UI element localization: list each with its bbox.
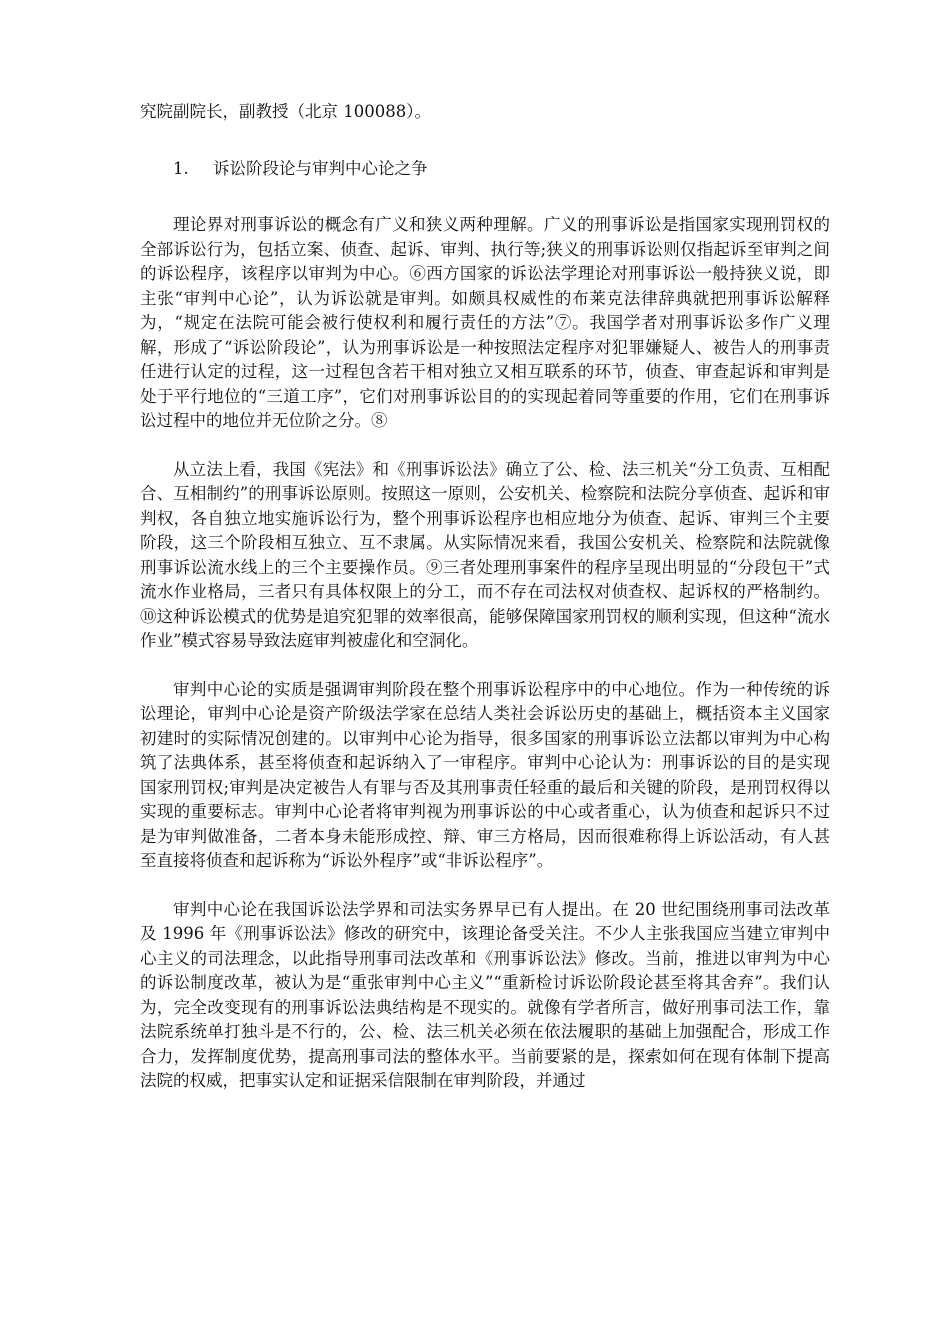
paragraph-4: 审判中心论在我国诉讼法学界和司法实务界早已有人提出。在 20 世纪围绕刑事司法改革及 1996 年《刑事诉讼法》修改的研究中，该理论备受关注。不少人主张我国应当建立审判中心主义的司法理念，以此指导刑事司法改革和《刑事诉讼法》修改。当前，推进以审判为中心的诉讼制度改革，被认为是“重张审判中心主义”“重新检讨诉讼阶段论甚至将其舍弃”。我们认为，完全改变现有的刑事诉讼法典结构是不现实的。就像有学者所言，做好刑事司法工作，靠法院系统单打独斗是不行的，公、检、法三机关必须在依法履职的基础上加强配合，形成工作合力，发挥制度优势，提高刑事司法的整体水平。当前要紧的是，探索如何在现有体制下提高法院的权威，把事实认定和证据采信限制在审判阶段，并通过	[140, 899, 830, 1090]
section-heading	[173, 157, 830, 182]
paragraph-2: 从立法上看，我国《宪法》和《刑事诉讼法》确立了公、检、法三机关“分工负责、互相配合、互相制约”的刑事诉讼原则。按照这一原则，公安机关、检察院和法院分享侦查、起诉和审判权，各自独立地实施诉讼行为，整个刑事诉讼程序也相应地分为侦查、起诉、审判三个主要阶段，这三个阶段相互独立、互不隶属。从实际情况来看，我国公安机关、检察院和法院就像刑事诉讼流水线上的三个主要操作员。⑨三者处理刑事案件的程序呈现出明显的“分段包干”式流水作业格局，三者只有具体权限上的分工，而不存在司法权对侦查权、起诉权的严格制约。⑩这种诉讼模式的优势是追究犯罪的效率很高，能够保障国家刑罚权的顺利实现，但这种“流水作业”模式容易导致法庭审判被虚化和空洞化。	[140, 459, 830, 650]
section-title: 诉讼阶段论与审判中心论之争	[213, 158, 428, 178]
paragraph-1: 理论界对刑事诉讼的概念有广义和狭义两种理解。广义的刑事诉讼是指国家实现刑罚权的全部诉讼行为，包括立案、侦查、起诉、审判、执行等;狭义的刑事诉讼则仅指起诉至审判之间的诉讼程序，该程序以审判为中心。⑥西方国家的诉讼法学理论对刑事诉讼一般持狭义说，即主张“审判中心论”，认为诉讼就是审判。如颇具权威性的布莱克法律辞典就把刑事诉讼解释为，“规定在法院可能会被行使权利和履行责任的方法”⑦。我国学者对刑事诉讼多作广义理解，形成了“诉讼阶段论”，认为刑事诉讼是一种按照法定程序对犯罪嫌疑人、被告人的刑事责任进行认定的过程，这一过程包含若干相对独立又相互联系的环节，侦查、审查起诉和审判是处于平行地位的“三道工序”，它们对刑事诉讼目的的实现起着同等重要的作用，它们在刑事诉讼过程中的地位并无位阶之分。⑧	[140, 215, 830, 430]
author-note-line: 究院副院长，副教授（北京 100088）。	[140, 102, 431, 121]
document-page	[140, 100, 830, 1118]
paragraph-3: 审判中心论的实质是强调审判阶段在整个刑事诉讼程序中的中心地位。作为一种传统的诉讼理论，审判中心论是资产阶级法学家在总结人类社会诉讼历史的基础上，概括资本主义国家初建时的实际情况创建的。以审判中心论为指导，很多国家的刑事诉讼立法都以审判为中心构筑了法典体系，甚至将侦查和起诉纳入了一审程序。审判中心论认为：刑事诉讼的目的是实现国家刑罚权;审判是决定被告人有罪与否及其刑事责任轻重的最后和关键的阶段，是刑罚权得以实现的重要标志。审判中心论者将审判视为刑事诉讼的中心或者重心，认为侦查和起诉只不过是为审判做准备，二者本身未能形成控、辩、审三方格局，因而很难称得上诉讼活动，有人甚至直接将侦查和起诉称为“诉讼外程序”或“非诉讼程序”。	[140, 679, 830, 870]
section-number: 1.	[173, 158, 189, 178]
